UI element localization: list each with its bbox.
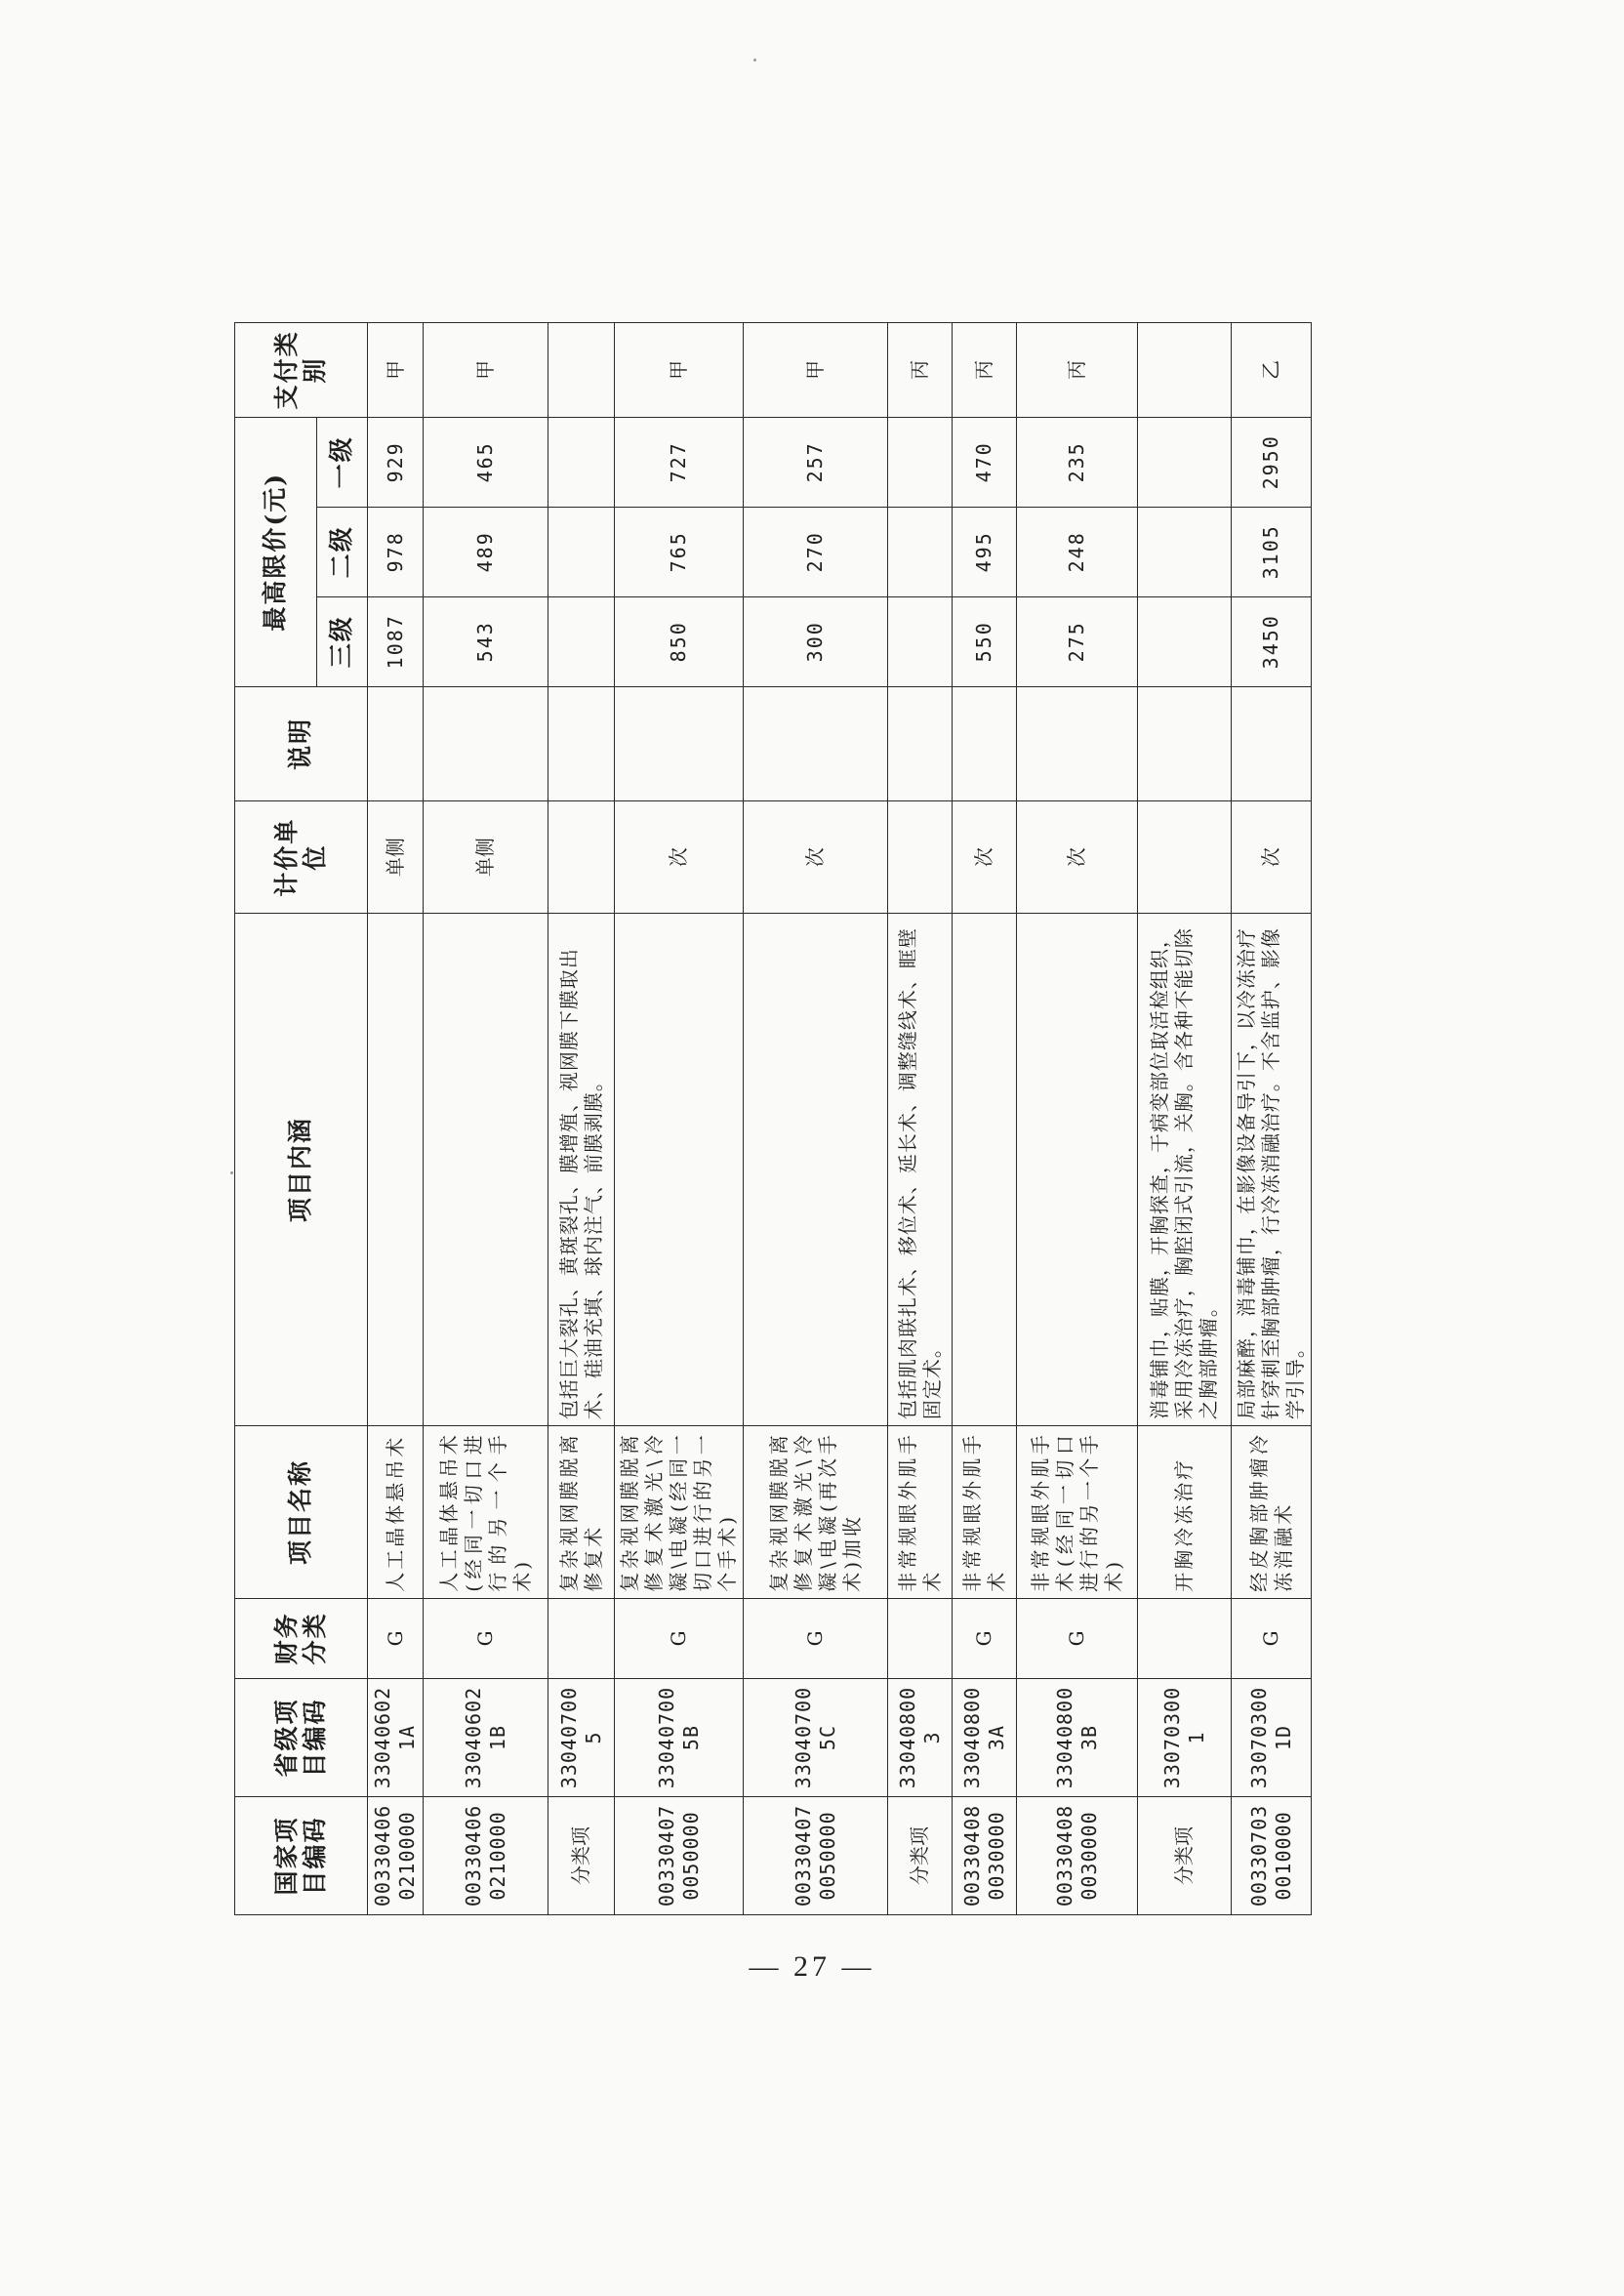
price-grade1: 2950 (1232, 417, 1312, 507)
price-grade1 (888, 417, 953, 507)
finance-class: G (1017, 1598, 1138, 1678)
item-name: 非常规眼外肌手术 (953, 1426, 1017, 1599)
price-grade2 (1138, 507, 1232, 596)
note (1138, 686, 1232, 800)
price-grade2: 270 (744, 507, 888, 596)
price-grade1: 727 (615, 417, 744, 507)
header-finance-class: 财务分类 (235, 1598, 368, 1678)
note (1232, 686, 1312, 800)
scan-speck (753, 59, 756, 62)
national-code: 分类项 (888, 1797, 953, 1915)
item-name: 经皮胸部肿瘤冷冻消融术 (1232, 1426, 1312, 1599)
finance-class: G (953, 1598, 1017, 1678)
item-content (368, 914, 424, 1426)
price-grade2: 765 (615, 507, 744, 596)
header-grade3: 三级 (317, 596, 368, 686)
table-row (615, 323, 744, 1915)
item-content (1017, 914, 1138, 1426)
item-content (744, 914, 888, 1426)
national-code: 003304070050000 (744, 1797, 888, 1915)
price-grade3: 300 (744, 596, 888, 686)
item-content: 消毒铺巾，贴膜，开胸探查，于病变部位取活检组织，采用冷冻治疗，胸腔闭式引流，关胸。含各种不能切除之胸部肿瘤。 (1138, 914, 1232, 1426)
table-row (1017, 323, 1138, 1915)
item-name: 复杂视网膜脱离修复术激光\冷凝\电凝(经同一切口进行的另一个手术) (615, 1426, 744, 1599)
pay-category: 丙 (1017, 323, 1138, 418)
fee-schedule-table-rotated (234, 322, 1307, 1915)
unit: 次 (1232, 801, 1312, 914)
table-row (424, 323, 548, 1915)
national-code: 003304080030000 (1017, 1797, 1138, 1915)
pay-category (548, 323, 615, 418)
price-grade2: 248 (1017, 507, 1138, 596)
header-grade1: 一级 (317, 417, 368, 507)
note (548, 686, 615, 800)
price-grade3: 275 (1017, 596, 1138, 686)
item-name: 人工晶体悬吊术 (368, 1426, 424, 1599)
price-grade1: 470 (953, 417, 1017, 507)
header-pay-category: 支付类别 (235, 323, 368, 418)
header-national-code: 国家项目编码 (235, 1797, 368, 1915)
item-name: 人工晶体悬吊术(经同一切口进行的另一个手术) (424, 1426, 548, 1599)
price-grade2: 3105 (1232, 507, 1312, 596)
finance-class (548, 1598, 615, 1678)
pay-category: 甲 (368, 323, 424, 418)
provincial-code: 330407005 (548, 1679, 615, 1797)
fee-schedule-table (234, 322, 1312, 1915)
provincial-code: 330408003 (888, 1679, 953, 1797)
page-number: — 27 — (749, 1950, 875, 1983)
pay-category: 丙 (953, 323, 1017, 418)
price-grade1: 257 (744, 417, 888, 507)
item-content: 局部麻醉，消毒铺巾，在影像设备导引下，以冷冻治疗针穿刺至胸部肿瘤，行冷冻消融治疗。不含监护、影像学引导。 (1232, 914, 1312, 1426)
unit: 单侧 (424, 801, 548, 914)
header-max-price: 最高限价(元) (235, 417, 317, 686)
national-code: 分类项 (548, 1797, 615, 1915)
national-code: 003304070050000 (615, 1797, 744, 1915)
note (888, 686, 953, 800)
pay-category: 丙 (888, 323, 953, 418)
note (615, 686, 744, 800)
table-row (1232, 323, 1312, 1915)
pay-category: 甲 (424, 323, 548, 418)
unit: 次 (953, 801, 1017, 914)
price-grade1: 235 (1017, 417, 1138, 507)
provincial-code: 330406021A (368, 1679, 424, 1797)
finance-class (888, 1598, 953, 1678)
pay-category: 甲 (615, 323, 744, 418)
finance-class: G (424, 1598, 548, 1678)
unit: 次 (615, 801, 744, 914)
price-grade2: 978 (368, 507, 424, 596)
header-unit: 计价单位 (235, 801, 368, 914)
price-grade3: 1087 (368, 596, 424, 686)
finance-class: G (368, 1598, 424, 1678)
item-name: 复杂视网膜脱离修复术 (548, 1426, 615, 1599)
price-grade3: 850 (615, 596, 744, 686)
pay-category: 甲 (744, 323, 888, 418)
item-name: 开胸冷冻治疗 (1138, 1426, 1232, 1599)
header-item-content: 项目内涵 (235, 914, 368, 1426)
header-grade2: 二级 (317, 507, 368, 596)
table-row (744, 323, 888, 1915)
finance-class: G (744, 1598, 888, 1678)
price-grade2: 495 (953, 507, 1017, 596)
price-grade3 (888, 596, 953, 686)
provincial-code: 330408003A (953, 1679, 1017, 1797)
national-code: 003304060210000 (368, 1797, 424, 1915)
item-name: 非常规眼外肌手术 (888, 1426, 953, 1599)
item-content: 包括巨大裂孔、黄斑裂孔、膜增殖、视网膜下膜取出术、硅油充填、球内注气、前膜剥膜。 (548, 914, 615, 1426)
item-content (615, 914, 744, 1426)
national-code: 003304080030000 (953, 1797, 1017, 1915)
price-grade1 (548, 417, 615, 507)
unit: 次 (1017, 801, 1138, 914)
provincial-code: 330406021B (424, 1679, 548, 1797)
header-provincial-code: 省级项目编码 (235, 1679, 368, 1797)
finance-class (1138, 1598, 1232, 1678)
price-grade2 (888, 507, 953, 596)
price-grade1: 929 (368, 417, 424, 507)
provincial-code: 330703001D (1232, 1679, 1312, 1797)
price-grade1 (1138, 417, 1232, 507)
item-content: 包括肌肉联扎术、移位术、延长术、调整缝线术、眶壁固定术。 (888, 914, 953, 1426)
price-grade3: 3450 (1232, 596, 1312, 686)
header-item-name: 项目名称 (235, 1426, 368, 1599)
unit (888, 801, 953, 914)
price-grade3 (1138, 596, 1232, 686)
finance-class: G (615, 1598, 744, 1678)
item-content (953, 914, 1017, 1426)
unit (1138, 801, 1232, 914)
table-row (368, 323, 424, 1915)
provincial-code: 330407005B (615, 1679, 744, 1797)
table-row (953, 323, 1017, 1915)
price-grade3 (548, 596, 615, 686)
price-grade3: 543 (424, 596, 548, 686)
note (424, 686, 548, 800)
note (744, 686, 888, 800)
item-name: 非常规眼外肌手术(经同一切口进行的另一个手术) (1017, 1426, 1138, 1599)
national-code: 003304060210000 (424, 1797, 548, 1915)
scan-speck (230, 1171, 233, 1174)
price-grade2: 489 (424, 507, 548, 596)
unit: 单侧 (368, 801, 424, 914)
item-content (424, 914, 548, 1426)
table-row (1138, 323, 1232, 1915)
price-grade1: 465 (424, 417, 548, 507)
note (368, 686, 424, 800)
national-code: 003307030010000 (1232, 1797, 1312, 1915)
provincial-code: 330407005C (744, 1679, 888, 1797)
pay-category (1138, 323, 1232, 418)
national-code: 分类项 (1138, 1797, 1232, 1915)
table-row (888, 323, 953, 1915)
note (1017, 686, 1138, 800)
provincial-code: 330703001 (1138, 1679, 1232, 1797)
header-note: 说明 (235, 686, 368, 800)
note (953, 686, 1017, 800)
price-grade2 (548, 507, 615, 596)
unit: 次 (744, 801, 888, 914)
pay-category: 乙 (1232, 323, 1312, 418)
unit (548, 801, 615, 914)
item-name: 复杂视网膜脱离修复术激光\冷凝\电凝(再次手术)加收 (744, 1426, 888, 1599)
finance-class: G (1232, 1598, 1312, 1678)
table-row (548, 323, 615, 1915)
price-grade3: 550 (953, 596, 1017, 686)
provincial-code: 330408003B (1017, 1679, 1138, 1797)
